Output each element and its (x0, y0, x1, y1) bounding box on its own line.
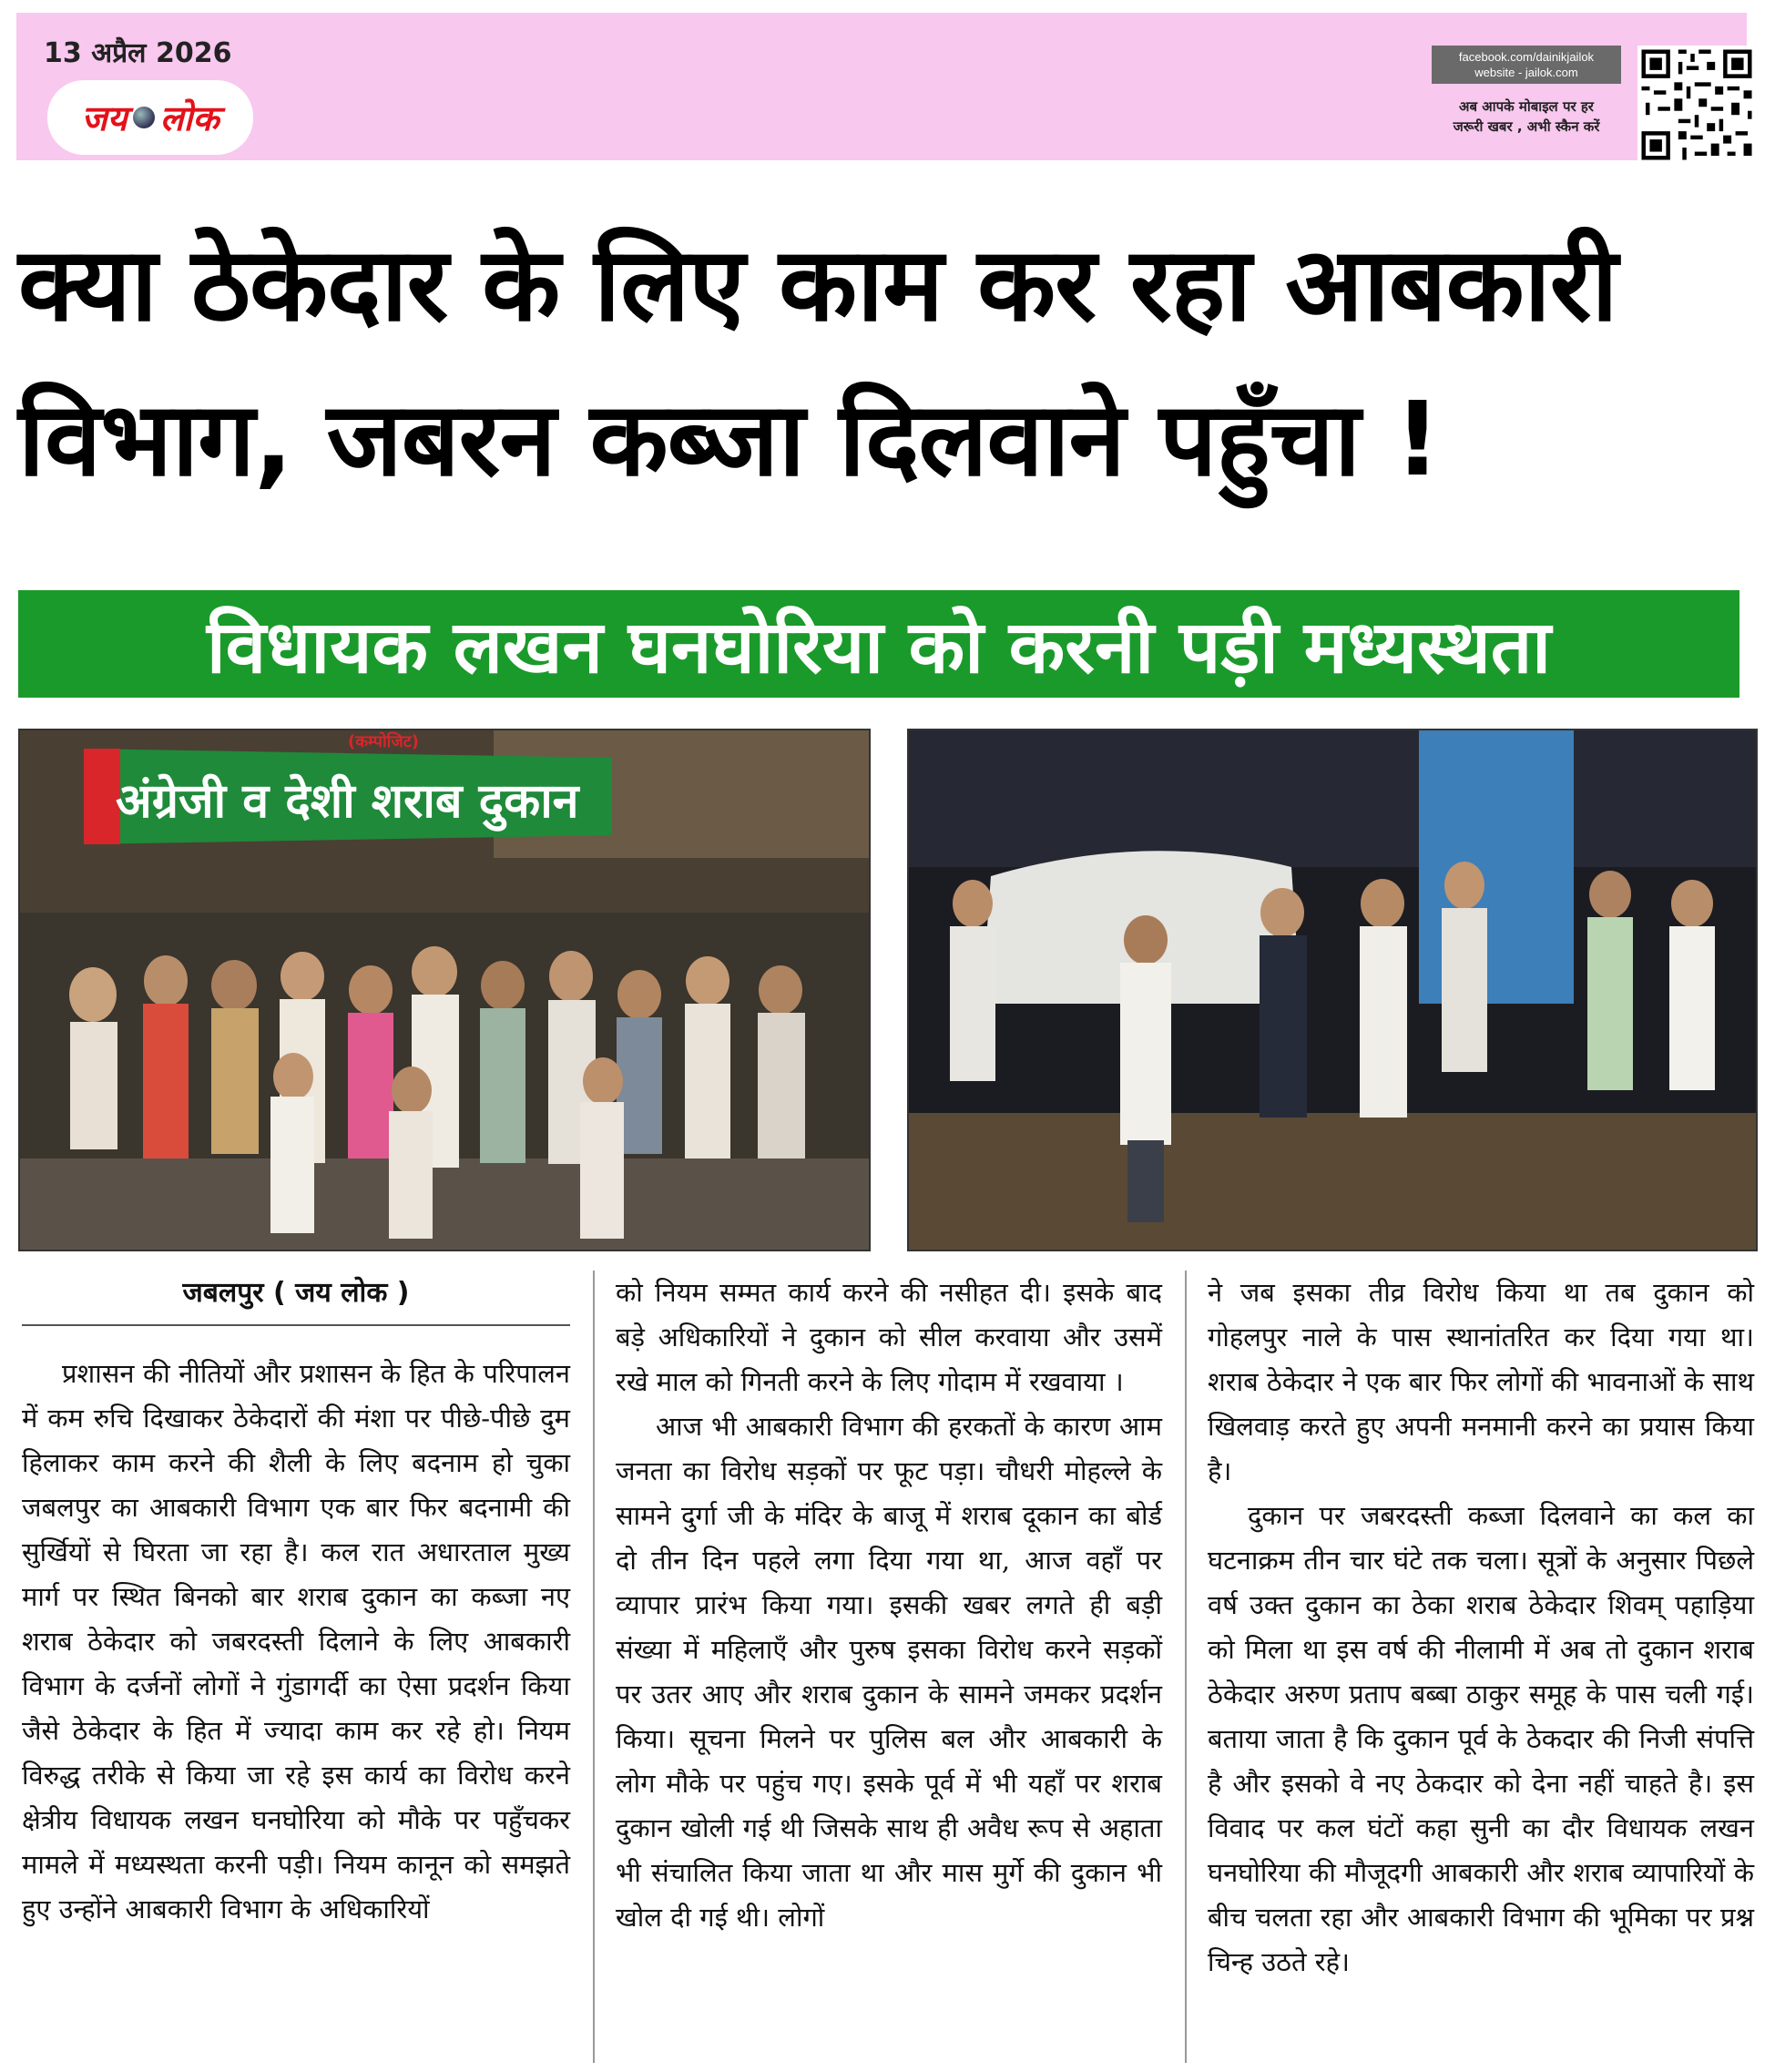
logo-text-left: जय (81, 98, 128, 138)
logo-text-right: लोक (159, 98, 219, 138)
headline-line-1: क्या ठेकेदार के लिए काम कर रहा आबकारी (18, 226, 1617, 344)
subheadline: विधायक लखन घनघोरिया को करनी पड़ी मध्यस्थता (206, 604, 1552, 689)
subheadline-bar (18, 590, 1739, 698)
night-scene-illustration (909, 730, 1756, 1250)
paragraph: ने जब इसका तीव्र विरोध किया था तब दुकान को गोहलपुर नाले के पास स्थानांतरित कर दिया गया था। शराब ठेकेदार ने एक बार फिर लोगों की भावनाओं के साथ खिलवाड़ करते हुए अपनी मनमानी करने का प्रयास किया है। (1208, 1277, 1754, 1486)
masthead-band (16, 13, 1747, 160)
scan-note: अब आपके मोबाइल पर हर जरूरी खबर , अभी स्कैन करें (1453, 98, 1600, 135)
globe-icon (133, 107, 155, 128)
facebook-link[interactable]: facebook.com/dainikjailok (1458, 50, 1595, 64)
paragraph: को नियम सम्मत कार्य करने की नसीहत दी। इसके बाद बड़े अधिकारियों ने दुकान को सील करवाया और उसमें रखे माल को गिनती करने के लिए गोदाम में रखवाया । (616, 1277, 1162, 1397)
article-column-1 (22, 1271, 570, 1932)
main-headline (18, 208, 1758, 517)
column-divider (1185, 1271, 1187, 2063)
paragraph: प्रशासन की नीतियों और प्रशासन के हित के परिपालन में कम रुचि दिखाकर ठेकेदारों की मंशा पर पीछे-पीछे दुम हिलाकर काम करने की शैली के लिए बदनाम हो चुका जबलपुर का आबकारी विभाग एक बार फिर बदनामी की सुर्खियों से घिरता जा रहा है। कल रात अधारताल मुख्य मार्ग पर स्थित बिनको बार शराब दुकान का कब्जा नए शराब ठेकेदार को जबरदस्ती दिलाने के लिए आबकारी विभाग के दर्जनों लोगों ने गुंडागर्दी का ऐसा प्रदर्शन किया जैसे ठेकेदार के हित में ज्यादा काम कर रहे हो। नियम विरुद्ध तरीके से किया जा रहे इस कार्य का विरोध करने क्षेत्रीय विधायक लखन घनघोरिया को मौके पर पहुँचकर मामले में मध्यस्थता करनी पड़ी। नियम कानून को समझते हुए उन्होंने आबकारी विभाग के अधिकारियों (22, 1358, 570, 1924)
photo-liquor-shop-crowd (18, 729, 871, 1251)
issue-date: 13 अप्रैल 2026 (44, 37, 232, 69)
crowd-scene-illustration (20, 730, 869, 1250)
sign-small-text: (कम्पोजिट) (348, 732, 419, 751)
shop-sign-text: अंग्रेजी व देशी शराब दुकान (116, 774, 579, 829)
headline-line-2: विभाग, जबरन कब्जा दिलवाने पहुँचा ! (18, 381, 1441, 499)
website-link[interactable]: website - jailok.com (1474, 66, 1578, 79)
column-divider (593, 1271, 595, 2063)
article-column-2 (616, 1271, 1162, 1940)
newspaper-logo[interactable] (47, 80, 253, 155)
photo-night-confrontation (907, 729, 1758, 1251)
article-column-3 (1208, 1271, 1754, 1985)
qr-code-icon[interactable] (1637, 46, 1756, 164)
article-dateline: जबलपुर ( जय लोक ) (22, 1271, 570, 1326)
paragraph: आज भी आबकारी विभाग की हरकतों के कारण आम जनता का विरोध सड़कों पर फूट पड़ा। चौधरी मोहल्ले के सामने दुर्गा जी के मंदिर के बाजू में शराब दूकान का बोर्ड दो तीन दिन पहले लगा दिया गया था, आज वहाँ पर व्यापार प्रारंभ किया गया। इसकी खबर लगते ही बड़ी संख्या में महिलाएँ और पुरुष इसका विरोध करने सड़कों पर उतर आए और शराब दुकान के सामने जमकर प्रदर्शन किया। सूचना मिलने पर पुलिस बल और आबकारी के लोग मौके पर पहुंच गए। इसके पूर्व में भी यहाँ पर शराब दुकान खोली गई थी जिसके साथ ही अवैध रूप से अहाता भी संचालित किया जाता था और मास मुर्गे की दुकान भी खोल दी गई थी। लोगों (616, 1411, 1162, 1933)
social-links-box[interactable] (1432, 46, 1621, 84)
paragraph: दुकान पर जबरदस्ती कब्जा दिलवाने का कल का घटनाक्रम तीन चार घंटे तक चला। सूत्रों के अनुसार पिछले वर्ष उक्त दुकान का ठेका शराब ठेकेदार शिवम् पहाड़िया को मिला था इस वर्ष की नीलामी में अब तो दुकान शराब ठेकेदार अरुण प्रताप बब्बा ठाकुर समूह के पास चली गई। बताया जाता है कि दुकान पूर्व के ठेकदार की निजी संपत्ति है और इसको वे नए ठेकदार को देना नहीं चाहते है। इस विवाद पर कल घंटों कहा सुनी का दौर विधायक लखन घनघोरिया की मौजूदगी आबकारी और शराब व्यापारियों के बीच चलता रहा और आबकारी विभाग की भूमिका पर प्रश्न चिन्ह उठते रहे। (1208, 1500, 1754, 1977)
